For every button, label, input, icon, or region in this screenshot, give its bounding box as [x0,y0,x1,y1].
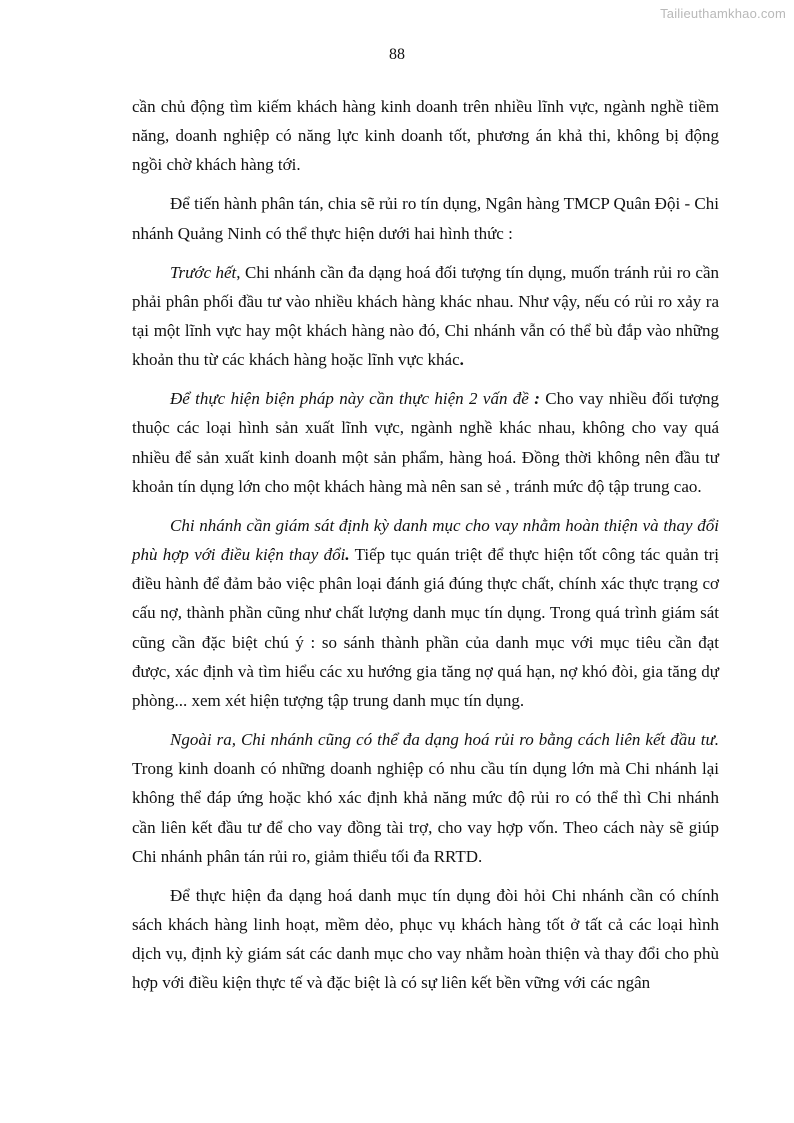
watermark-text: Tailieuthamkhao.com [660,6,786,21]
document-body [132,92,719,1007]
paragraph-4-lead: Để thực hiện biện pháp này cần thực hiện 2 vấn đề [170,389,529,409]
paragraph-6 [132,725,719,871]
paragraph-3-end: . [459,350,464,370]
paragraph-5 [132,511,719,715]
paragraph-5-lead: Chi nhánh cần giám sát định kỳ danh mục cho vay nhằm hoàn thiện và thay đổi phù hợp với điều kiện thay đổi [132,515,719,565]
paragraph-5-body: Tiếp tục quán triệt để thực hiện tốt công tác quản trị điều hành để đảm bảo việc phân loại đánh giá đúng thực chất, chính xác thực trạng cơ cấu nợ, thành phần cũng như chất lượng danh mục tín dụng. Trong quá trình giám sát cũng cần đặc biệt chú ý : so sánh thành phần của danh mục với mục tiêu cần đạt được, xác định và tìm hiểu các xu hướng gia tăng nợ quá hạn, nợ khó đòi, gia tăng dự phòng... xem xét hiện tượng tập trung danh mục tín dụng. [132,545,719,711]
paragraph-7: Để thực hiện đa dạng hoá danh mục tín dụng đòi hỏi Chi nhánh cần có chính sách khách hàng linh hoạt, mềm dẻo, phục vụ khách hàng tốt ở tất cả các loại hình dịch vụ, định kỳ giám sát các danh mục cho vay nhằm hoàn thiện và thay đổi cho phù hợp với điều kiện thực tế và đặc biệt là có sự liên kết bền vững với các ngân [132,885,719,993]
paragraph-6-lead: Ngoài ra, Chi nhánh cũng có thể đa dạng hoá rủi ro bằng cách liên kết đầu tư. [170,730,719,750]
paragraph-3-lead: Trước hết [170,262,237,282]
paragraph-5-dot: . [345,545,350,565]
paragraph-1: cần chủ động tìm kiếm khách hàng kinh doanh trên nhiều lĩnh vực, ngành nghề tiềm năng, doanh nghiệp có năng lực kinh doanh tốt, phương án khả thi, không bị động ngồi chờ khách hàng tới. [132,97,719,175]
paragraph-4-body: Cho vay nhiều đối tượng thuộc các loại hình sản xuất lĩnh vực, ngành nghề khác nhau, không cho vay quá nhiều để sản xuất kinh doanh một sản phẩm, hàng hoá. Đồng thời không nên đầu tư khoản tín dụng lớn cho một khách hàng mà nên san sẻ , tránh mức độ tập trung cao. [132,389,719,496]
paragraph-4 [132,384,719,501]
paragraph-2: Để tiến hành phân tán, chia sẽ rủi ro tín dụng, Ngân hàng TMCP Quân Đội - Chi nhánh Quảng Ninh có thể thực hiện dưới hai hình thức : [132,194,719,243]
paragraph-4-colon: : [528,389,540,409]
paragraph-3-body: , Chi nhánh cần đa dạng hoá đối tượng tín dụng, muốn tránh rủi ro cần phải phân phối đầu tư vào nhiều khách hàng khác nhau. Như vậy, nếu có rủi ro xảy ra tại một lĩnh vực hay một khách hàng nào đó, Chi nhánh vẫn có thể bù đắp vào những khoản thu từ các khách hàng hoặc lĩnh vực khác [132,262,719,370]
paragraph-6-body: Trong kinh doanh có những doanh nghiệp có nhu cầu tín dụng lớn mà Chi nhánh lại không thể đáp ứng hoặc khó xác định khả năng mức độ rủi ro có thể thì Chi nhánh cần liên kết đầu tư để cho vay đồng tài trợ, cho vay hợp vốn. Theo cách này sẽ giúp Chi nhánh phân tán rủi ro, giảm thiểu tối đa RRTD. [132,759,719,866]
paragraph-3 [132,258,719,375]
page-number: 88 [389,46,405,63]
